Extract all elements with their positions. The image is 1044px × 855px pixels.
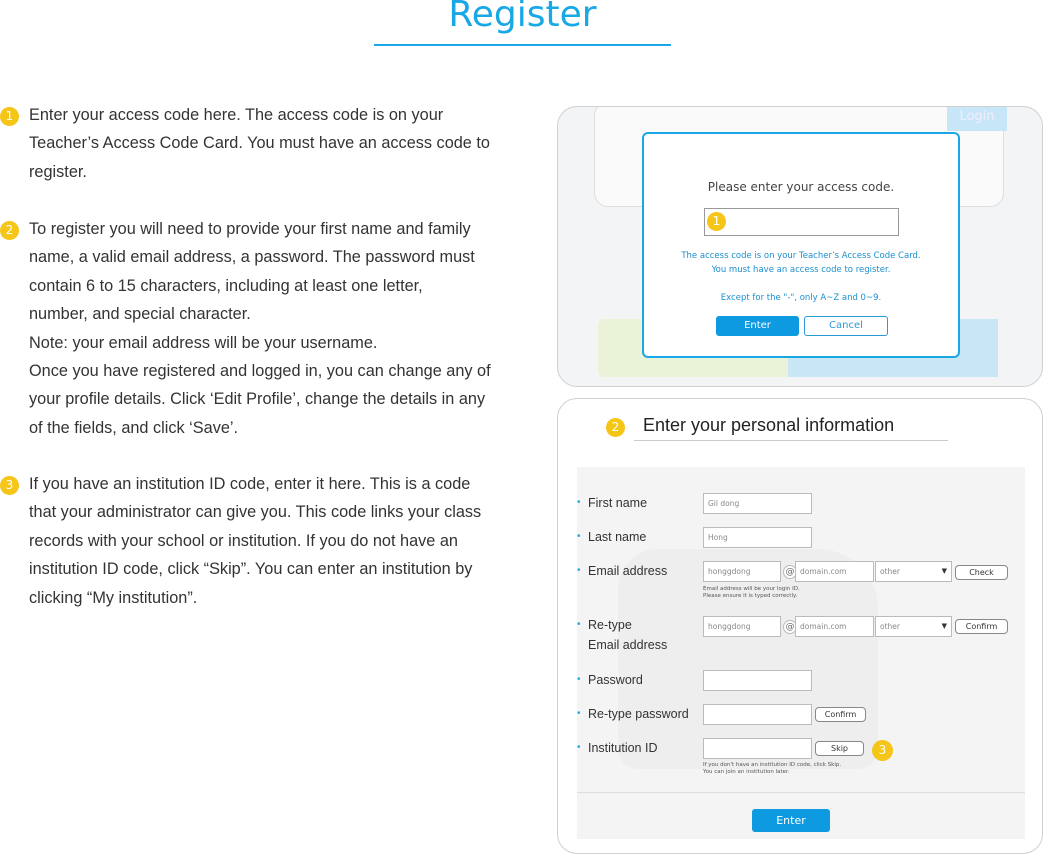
confirm-email-button[interactable]: Confirm bbox=[955, 619, 1008, 634]
instruction-text bbox=[29, 215, 530, 442]
email-note: Please ensure it is typed correctly. bbox=[703, 593, 798, 599]
step-badge-1: 1 bbox=[0, 107, 19, 126]
instruction-text bbox=[29, 101, 530, 186]
confirm-password-button[interactable]: Confirm bbox=[815, 707, 866, 722]
personal-info-title: Enter your personal information bbox=[643, 415, 895, 435]
skip-button[interactable]: Skip bbox=[815, 741, 864, 756]
at-sign-icon: @ bbox=[783, 565, 797, 579]
instruction-line: that your administrator can give you. This code links your class bbox=[29, 503, 482, 522]
institution-note: If you don't have an institution ID code, click Skip. bbox=[703, 762, 842, 768]
instruction-line: Teacher’s Access Code Card. You must have an access code to bbox=[29, 134, 490, 153]
page-title: Register bbox=[448, 0, 597, 35]
instruction-text bbox=[29, 470, 530, 612]
form-divider bbox=[577, 792, 1025, 793]
last-name-field[interactable]: Hong bbox=[703, 527, 812, 548]
step-badge-3: 3 bbox=[872, 740, 893, 761]
instruction-line: institution ID code, click “Skip”. You can enter an institution by bbox=[29, 560, 473, 579]
retype-email-domain-select[interactable] bbox=[875, 616, 952, 637]
email-user-field[interactable]: honggdong bbox=[703, 561, 781, 582]
retype-email-label-line: Email address bbox=[588, 638, 668, 652]
access-code-prompt: Please enter your access code. bbox=[707, 180, 895, 194]
institution-note: You can join an institution later. bbox=[703, 769, 790, 775]
email-domain-select[interactable] bbox=[875, 561, 952, 582]
at-sign-icon: @ bbox=[783, 620, 797, 634]
background-bus-illustration bbox=[618, 549, 878, 769]
access-code-format-note: Except for the "-", only A~Z and 0~9. bbox=[720, 293, 882, 303]
instruction-3 bbox=[0, 470, 530, 612]
email-label: • Email address bbox=[588, 561, 667, 581]
access-code-screenshot bbox=[557, 106, 1043, 387]
instruction-line: Enter your access code here. The access code is on your bbox=[29, 106, 444, 124]
access-code-note: You must have an access code to register. bbox=[711, 265, 891, 275]
instruction-line: number, and special character. bbox=[29, 305, 251, 324]
enter-button[interactable]: Enter bbox=[716, 316, 799, 336]
cancel-button[interactable]: Cancel bbox=[804, 316, 888, 336]
instruction-line: records with your school or institution. If you do not have an bbox=[29, 531, 458, 550]
access-code-input[interactable] bbox=[704, 208, 899, 236]
institution-id-label: • Institution ID bbox=[588, 738, 657, 758]
personal-info-screenshot bbox=[557, 398, 1043, 854]
first-name-label: • First name bbox=[588, 493, 647, 513]
retype-password-field[interactable] bbox=[703, 704, 812, 725]
retype-email-domain-field[interactable]: domain.com bbox=[795, 616, 874, 637]
retype-email-label bbox=[588, 615, 667, 655]
first-name-field[interactable]: Gil dong bbox=[703, 493, 812, 514]
check-button[interactable]: Check bbox=[955, 565, 1008, 580]
access-code-dialog bbox=[642, 132, 960, 358]
password-field[interactable] bbox=[703, 670, 812, 691]
retype-email-select-value: other bbox=[880, 622, 900, 631]
step-badge-2: 2 bbox=[606, 418, 625, 437]
step-badge-2: 2 bbox=[0, 221, 19, 240]
instruction-line: If you have an institution ID code, enter it here. This is a code bbox=[29, 475, 471, 493]
email-note: Email address will be your login ID. bbox=[703, 586, 800, 592]
submit-enter-button[interactable]: Enter bbox=[752, 809, 830, 832]
title-underline bbox=[374, 44, 671, 46]
instruction-line: Once you have registered and logged in, you can change any of bbox=[29, 362, 491, 381]
instruction-line: register. bbox=[29, 162, 87, 181]
last-name-label: • Last name bbox=[588, 527, 646, 547]
retype-email-user-field[interactable]: honggdong bbox=[703, 616, 781, 637]
instruction-2 bbox=[0, 215, 530, 442]
retype-password-label: • Re-type password bbox=[588, 704, 689, 724]
password-label: • Password bbox=[588, 670, 643, 690]
instruction-line: To register you will need to provide your first name and family bbox=[29, 220, 471, 238]
instruction-line: contain 6 to 15 characters, including at least one letter, bbox=[29, 276, 423, 295]
instruction-line: name, a valid email address, a password. The password must bbox=[29, 248, 475, 267]
email-domain-select-value: other bbox=[880, 567, 900, 576]
step-badge-1: 1 bbox=[707, 212, 726, 231]
background-login-button: Login bbox=[947, 106, 1007, 131]
instruction-line: of the fields, and click ‘Save’. bbox=[29, 418, 239, 437]
instruction-line: Note: your email address will be your username. bbox=[29, 333, 378, 352]
access-code-note: The access code is on your Teacher’s Access Code Card. bbox=[681, 251, 921, 261]
heading-divider bbox=[634, 440, 948, 441]
institution-id-field[interactable] bbox=[703, 738, 812, 759]
retype-email-label-line: Re-type bbox=[588, 618, 632, 632]
instruction-line: your profile details. Click ‘Edit Profile’, change the details in any bbox=[29, 390, 486, 409]
email-domain-field[interactable]: domain.com bbox=[795, 561, 874, 582]
dropdown-arrow-icon: ▼ bbox=[941, 622, 947, 630]
instruction-1 bbox=[0, 101, 530, 186]
step-badge-3: 3 bbox=[0, 476, 19, 495]
instruction-line: clicking “My institution”. bbox=[29, 588, 198, 607]
dropdown-arrow-icon: ▼ bbox=[941, 567, 947, 575]
